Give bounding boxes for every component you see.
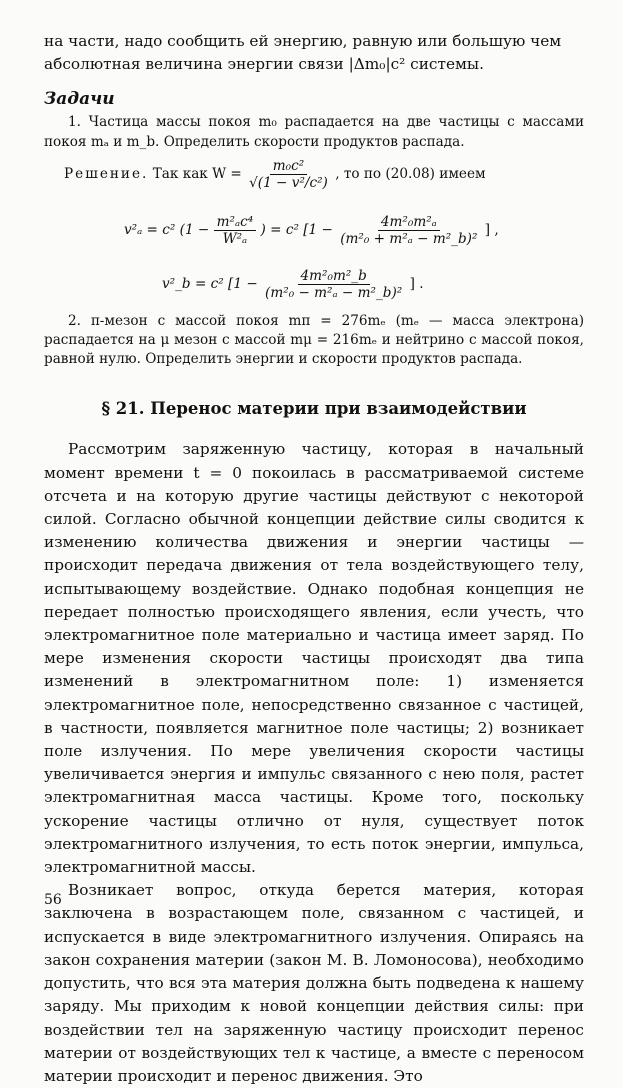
eq1-fraction-1: [214, 214, 257, 247]
task-1: 1. Частица массы покоя m₀ распадается на две частицы с массами покоя mₐ и m_b. Определить скорости продуктов распада.: [44, 114, 584, 150]
intro-line-1: на части, надо сообщить ей энергию, равную или большую чем: [44, 32, 562, 50]
paragraph-1: Рассмотрим заряженную частицу, которая в начальный момент времени t = 0 покоилась в рассматриваемой системе отсчета и на которую другие частицы действуют с некоторой силой. Согласно обычной концепции действие силы сводится к изменению количества движения и энергии частицы — происходит передача движения от тела воздействующего телу, испытывающему воздействие. Однако подобная концепция не передает полностью происходящего явления, если учесть, что электромагнитное поле материально и частица имеет заряд. По мере изменения скорости частицы происходят два типа изменений в электромагнитном поле: 1) изменяется электромагнитное поле, непосредственно связанное с частицей, в частности, появляется магнитное поле частицы; 2) возникает поле излучения. По мере увеличения скорости частицы увеличивается энергия и импульс связанного с нею поля, растет электромагнитная масса частицы. Кроме того, поскольку ускорение частицы отлично от нуля, существует поток электромагнитного излучения, то есть поток энергии, импульса, электромагнитной массы.: [44, 440, 584, 877]
eq2-left: v²_b = c² [1 −: [162, 275, 258, 292]
w-fraction: [246, 158, 331, 191]
solution-text-b: , то по (20.08) имеем: [335, 165, 486, 182]
section-title: § 21. Перенос материи при взаимодействии: [101, 399, 527, 419]
eq2-frac-den: (m²₀ − m²ₐ − m²_b)²: [265, 284, 403, 301]
eq1-left: v²ₐ = c² (1 −: [124, 221, 210, 238]
eq1-fraction-2: [337, 214, 480, 247]
equation-1: [124, 214, 499, 247]
solution-block: [44, 152, 584, 312]
w-denominator: √(1 − v²/c²): [249, 174, 328, 191]
page-content: [44, 30, 584, 1088]
eq1-mid: ) = c² [1 −: [260, 221, 333, 238]
solution-label: Решение.: [64, 165, 149, 182]
eq1-frac1-den: W²ₐ: [222, 230, 248, 247]
solution-text-a: Так как W =: [152, 165, 242, 182]
solution-line: [64, 158, 486, 191]
tasks-heading: Задачи: [44, 89, 115, 110]
w-numerator: m₀c²: [270, 158, 307, 175]
eq1-frac2-num: 4m²₀m²ₐ: [378, 214, 440, 231]
paragraph-2: Возникает вопрос, откуда берется материя, которая заключена в возрастающем поле, связанном с частицей, и испускается в виде электромагнитного излучения. Опираясь на закон сохранения материи (закон М. В. Ломоносова), необходимо допустить, что вся эта материя должна быть подведена к нашему заряду. Мы приходим к новой концепции действия силы: при воздействии тел на заряженную частицу происходит перенос материи от воздействующих тел к частице, а вместе с переносом материи происходит и перенос движения. Это: [44, 881, 584, 1085]
equation-2: [162, 268, 424, 301]
eq2-frac-num: 4m²₀m²_b: [298, 268, 370, 285]
task-2: 2. π-мезон с массой покоя mπ = 276mₑ (mₑ — масса электрона) распадается на μ мезон с массой mμ = 216mₑ и нейтрино с массой покоя, равной нулю. Определить энергии и скорости продуктов распада.: [44, 312, 584, 368]
eq1-frac1-num: m²ₐc⁴: [214, 214, 257, 231]
page-number: 56: [44, 892, 62, 908]
eq1-frac2-den: (m²₀ + m²ₐ − m²_b)²: [340, 230, 478, 247]
intro-line-2: абсолютная величина энергии связи |Δm₀|c² системы.: [44, 55, 484, 74]
eq2-end: ] .: [409, 275, 424, 292]
eq1-end: ] ,: [484, 221, 499, 238]
eq2-fraction: [262, 268, 405, 301]
